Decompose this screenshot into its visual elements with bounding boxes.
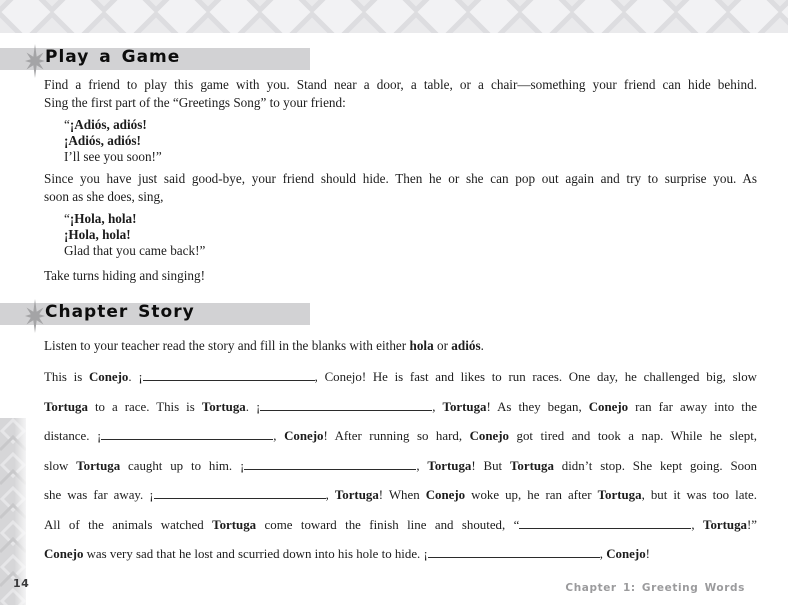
game-intro-paragraph xyxy=(44,76,757,112)
game-middle-paragraph xyxy=(44,170,757,206)
song-line: Glad that you came back!” xyxy=(64,243,206,258)
paragraph-line: soon as she does, sing, xyxy=(44,189,164,204)
story-line: This is Conejo. ¡ , Conejo! He is fast and likes to run races. One day, he challenged big, slow xyxy=(44,370,757,384)
page-number: 14 xyxy=(13,577,30,590)
song-line: “¡Hola, hola! xyxy=(64,211,137,226)
section-title-chapter-story: Chapter Story xyxy=(45,302,195,322)
story-line: she was far away. ¡ , Tortuga! When Conejo woke up, he ran after Tortuga, but it was too late. xyxy=(44,488,757,502)
fill-blank[interactable] xyxy=(101,437,273,440)
fill-blank[interactable] xyxy=(154,496,326,499)
section-header-chapter-story xyxy=(0,303,310,325)
hello-song-verse xyxy=(44,211,757,259)
goodbye-song-verse xyxy=(44,117,757,165)
fill-blank[interactable] xyxy=(428,555,600,558)
fill-blank[interactable] xyxy=(260,408,432,411)
section-title-play-a-game: Play a Game xyxy=(45,47,181,67)
story-line: Conejo was very sad that he lost and scurried down into his hole to hide. ¡ , Conejo! xyxy=(44,547,650,561)
story-instructions: Listen to your teacher read the story and fill in the blanks with either hola or adiós. xyxy=(44,338,484,353)
paragraph-line: Sing the first part of the “Greetings Song” to your friend: xyxy=(44,95,346,110)
starburst-icon xyxy=(24,44,46,78)
song-line: I’ll see you soon!” xyxy=(64,149,162,164)
game-outro-text: Take turns hiding and singing! xyxy=(44,268,205,283)
page-content xyxy=(0,33,788,570)
paragraph-line: Since you have just said good-bye, your friend should hide. Then he or she can pop out again and try to surprise you. As xyxy=(44,171,757,186)
paragraph-line: Find a friend to play this game with you. Stand near a door, a table, or a chair—something your friend can hide behind. xyxy=(44,77,757,92)
section-header-play-a-game xyxy=(0,48,310,70)
fill-blank[interactable] xyxy=(244,467,416,470)
song-line: “¡Adiós, adiós! xyxy=(64,117,147,132)
fill-in-story xyxy=(44,363,757,570)
story-line: distance. ¡ , Conejo! After running so hard, Conejo got tired and took a nap. While he slept, xyxy=(44,429,757,443)
fill-blank[interactable] xyxy=(143,378,315,381)
song-line: ¡Hola, hola! xyxy=(64,227,131,242)
story-line: All of the animals watched Tortuga come toward the finish line and shouted, “ , Tortuga!” xyxy=(44,517,757,532)
chapter-footer-label: Chapter 1: Greeting Words xyxy=(565,582,745,594)
starburst-icon xyxy=(24,299,46,333)
story-line: Tortuga to a race. This is Tortuga. ¡ , Tortuga! As they began, Conejo ran far away into the xyxy=(44,399,757,414)
banner-pattern xyxy=(0,0,788,33)
song-line: ¡Adiós, adiós! xyxy=(64,133,141,148)
story-line: slow Tortuga caught up to him. ¡ , Tortuga! But Tortuga didn’t stop. She kept going. Soon xyxy=(44,458,757,473)
fill-blank[interactable] xyxy=(519,526,691,529)
